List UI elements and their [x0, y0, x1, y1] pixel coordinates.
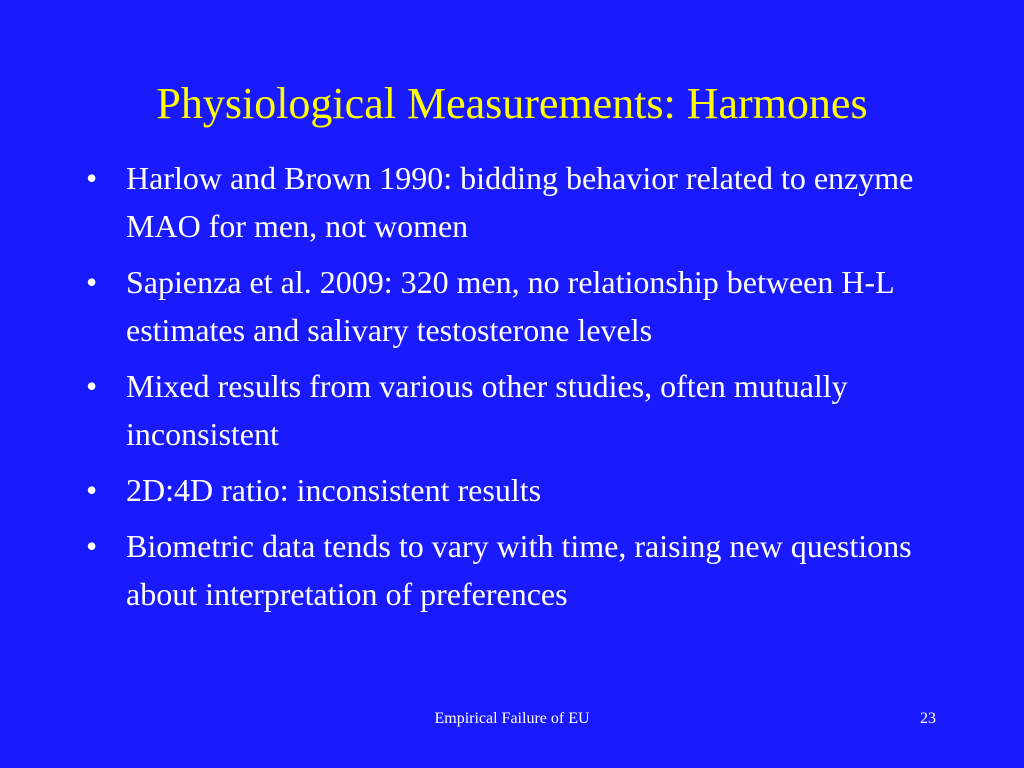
- bullet-item: [84, 362, 964, 458]
- bullet-text: Harlow and Brown 1990: bidding behavior related to enzyme MAO for men, not women: [126, 160, 914, 244]
- bullet-item: [84, 154, 964, 250]
- slide-title: Physiological Measurements: Harmones: [156, 79, 868, 128]
- bullet-text: 2D:4D ratio: inconsistent results: [126, 472, 542, 508]
- bullet-item: [84, 466, 964, 514]
- bullet-text: Sapienza et al. 2009: 320 men, no relationship between H-L estimates and salivary testosterone levels: [126, 264, 894, 348]
- bullet-text: Biometric data tends to vary with time, raising new questions about interpretation of preferences: [126, 528, 912, 612]
- bullet-icon: •: [86, 472, 98, 508]
- bullet-icon: •: [86, 528, 98, 564]
- bullet-item: [84, 522, 964, 618]
- slide-number: 23: [920, 710, 936, 727]
- bullet-icon: •: [86, 160, 98, 196]
- bullet-list: [84, 154, 964, 626]
- bullet-icon: •: [86, 368, 98, 404]
- footer-title: Empirical Failure of EU: [434, 710, 590, 727]
- bullet-text: Mixed results from various other studies, often mutually inconsistent: [126, 368, 848, 452]
- bullet-item: [84, 258, 964, 354]
- bullet-icon: •: [86, 264, 98, 300]
